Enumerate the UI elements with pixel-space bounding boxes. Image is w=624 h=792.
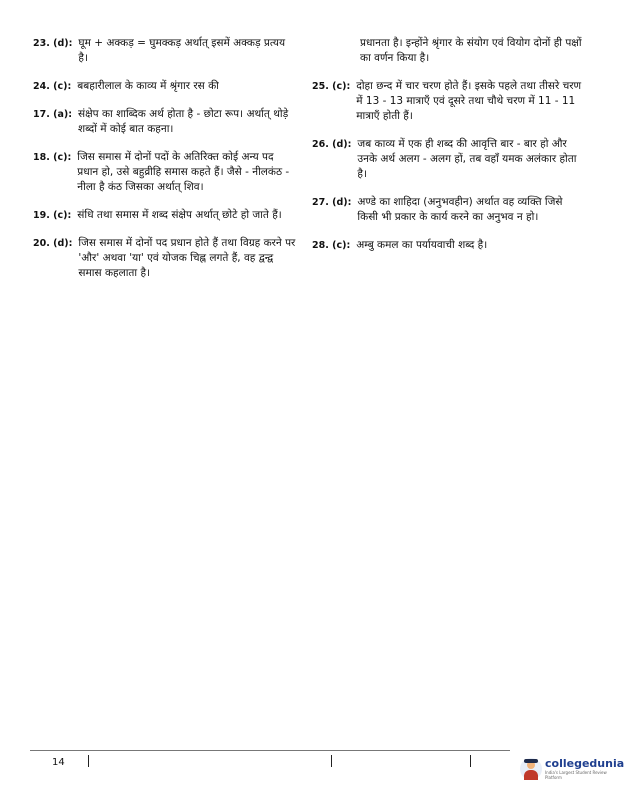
footer-divider [30,750,510,751]
answer-text: संधि तथा समास में शब्द संक्षेप अर्थात् छोटे हो जाते हैं। [77,209,282,221]
answer-item-27 [312,195,582,225]
answer-item-28 [312,238,582,253]
answer-item-24 [33,79,297,94]
answer-text: अण्डे का शाहिदा (अनुभवहीन) अर्थात वह व्यक्ति जिसे किसी भी प्रकार के कार्य करने का अनुभव न हो। [357,196,563,223]
answer-item-19 [33,208,297,223]
logo-tagline: India's Largest Student Review Platform [545,770,607,780]
footer-separator [88,755,89,767]
answer-number: 17. (a): [33,109,73,120]
answer-text: अम्बु कमल का पर्यायवाची शब्द है। [356,239,488,251]
answer-number: 28. (c): [312,240,351,251]
page-number: 14 [52,757,65,768]
answer-number: 19. (c): [33,210,72,221]
answer-item-18 [33,150,297,195]
student-avatar-icon [520,758,542,780]
footer-separator [470,755,471,767]
answer-number: 20. (d): [33,238,73,249]
answer-text: जिस समास में दोनों पद प्रधान होते हैं तथा विग्रह करने पर 'और' अथवा 'या' एवं योजक चिह्न लगते हैं, वह द्वन्द्व समास कहलाता है। [78,237,296,279]
answer-text: जिस समास में दोनों पदों के अतिरिक्त कोई अन्य पद प्रधान हो, उसे बहुव्रीहि समास कहते हैं। जैसे - नीलकंठ - नीला है कंठ जिसका अर्थात् शिव। [77,151,290,193]
answer-text: दोहा छन्द में चार चरण होते हैं। इसके पहले तथा तीसरे चरण में 13 - 13 मात्राएँ एवं दूसरे तथा चौथे चरण में 11 - 11 मात्राएँ होती हैं। [356,80,582,122]
collegedunia-logo [520,756,624,782]
answer-number: 24. (c): [33,81,72,92]
answer-item-20 [33,236,297,281]
answer-number: 25. (c): [312,81,351,92]
answer-text: बबहारीलाल के काव्य में श्रृंगार रस की [77,80,219,92]
answer-item-25 [312,79,582,124]
answer-number: 27. (d): [312,197,352,208]
left-column [33,36,297,294]
footer-separator [331,755,332,767]
answer-item-26 [312,137,582,182]
answer-text: प्रधानता है। इन्होंने श्रृंगार के संयोग एवं वियोग दोनों ही पक्षों का वर्णन किया है। [360,37,582,64]
answer-number: 26. (d): [312,139,352,150]
answer-number: 18. (c): [33,152,72,163]
answer-text: घूम + अक्कड़ = घुमक्कड़ अर्थात् इसमें अक्कड़ प्रत्यय है। [78,37,286,64]
answer-item-23 [33,36,297,66]
answer-item-17 [33,107,297,137]
answer-number: 23. (d): [33,38,73,49]
answer-text: जब काव्य में एक ही शब्द की आवृत्ति बार - बार हो और उनके अर्थ अलग - अलग हों, तब वहाँ यमक अलंकार होता है। [357,138,577,180]
logo-name: collegedunia [545,757,624,770]
answer-text: संक्षेप का शाब्दिक अर्थ होता है - छोटा रूप। अर्थात् थोड़े शब्दों में कोई बात कहना। [78,108,289,135]
answer-item-24-continued [312,36,582,66]
right-column [312,36,582,266]
